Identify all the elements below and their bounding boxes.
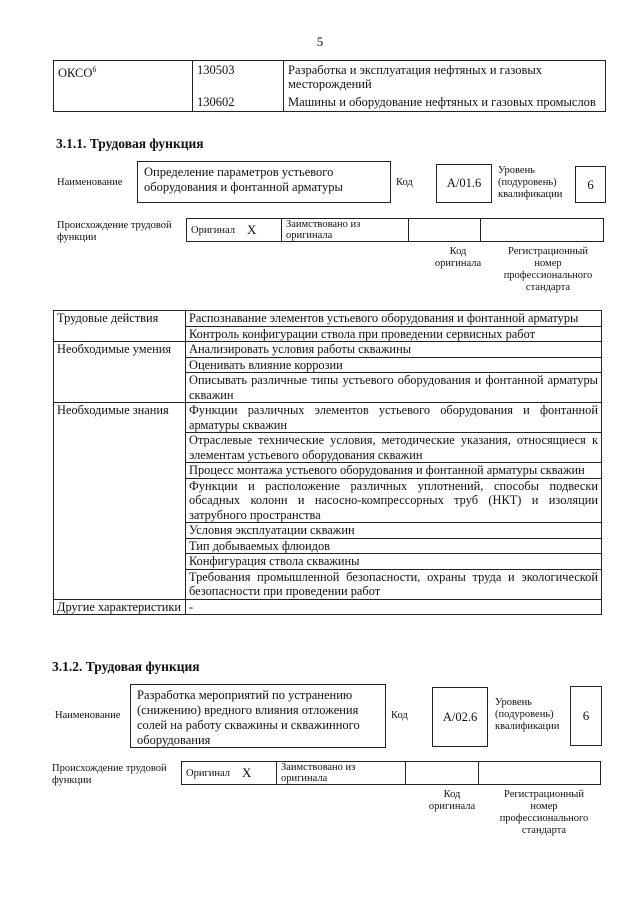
original-mark: X: [243, 219, 282, 242]
code-value: A/01.6: [446, 176, 482, 190]
okso-table: [53, 60, 606, 112]
origin-label: Происхождение трудовой функции: [52, 763, 167, 786]
code-label: Код: [396, 177, 413, 188]
knowledge-item: Требования промышленной безопасности, охраны труда и экологической безопасности при проведении работ: [186, 569, 602, 599]
origin-label: Происхождение трудовой функции: [57, 220, 172, 243]
knowledge-label: Необходимые знания: [54, 403, 186, 600]
level-label: Уровень (подуровень) квалификации: [498, 165, 563, 200]
borrowed-label: Заимствовано из оригинала: [282, 219, 409, 242]
function-name: Определение параметров устьевого оборудования и фонтанной арматуры: [144, 165, 343, 194]
actions-label: Трудовые действия: [54, 311, 186, 342]
function-name-box: [130, 684, 386, 748]
okso-code: 130602: [193, 93, 284, 112]
code-value: A/02.6: [442, 710, 478, 724]
okso-label: ОКСО$^6$: [54, 61, 193, 112]
code-original-cell: [409, 219, 481, 242]
okso-name: Разработка и эксплуатация нефтяных и газовых месторождений: [284, 61, 606, 94]
okso-name: Машины и оборудование нефтяных и газовых промыслов: [284, 93, 606, 112]
reg-number-cell: [481, 219, 604, 242]
knowledge-item: Конфигурация ствола скважины: [186, 554, 602, 570]
original-mark: X: [238, 762, 277, 785]
knowledge-item: Условия эксплуатации скважин: [186, 523, 602, 539]
section-title: 3.1.1. Трудовая функция: [56, 136, 204, 151]
page-number: 5: [316, 34, 324, 49]
knowledge-item: Функции и расположение различных уплотнений, способы подвески обсадных колонн и насосно-компрессорных труб (НКТ) и изоляции затрубного пространства: [186, 478, 602, 523]
level-box: [570, 686, 602, 746]
code-original-caption: Код оригинала: [428, 789, 476, 812]
action-item: Распознавание элементов устьевого оборудования и фонтанной арматуры: [186, 311, 602, 327]
reg-number-cell: [479, 762, 601, 785]
original-label: Оригинал: [187, 219, 244, 242]
function-name-box: [137, 161, 391, 203]
skill-item: Анализировать условия работы скважины: [186, 342, 602, 358]
name-label: Наименование: [57, 177, 123, 188]
function-table: [53, 310, 602, 615]
okso-code: 130503: [193, 61, 284, 94]
name-label: Наименование: [55, 710, 121, 721]
other-value: -: [186, 599, 602, 615]
level-value: 6: [587, 177, 594, 192]
reg-number-caption: Регистрационный номер профессионального стандарта: [499, 789, 589, 836]
borrowed-label: Заимствовано из оригинала: [277, 762, 406, 785]
knowledge-item: Отраслевые технические условия, методические указания, относящиеся к элементам устьевого оборудования скважин: [186, 433, 602, 463]
skill-item: Описывать различные типы устьевого оборудования и фонтанной арматуры скважин: [186, 373, 602, 403]
code-box: [436, 164, 492, 203]
level-label: Уровень (подуровень) квалификации: [495, 697, 560, 732]
level-value: 6: [582, 708, 590, 723]
origin-table: [186, 218, 604, 242]
code-label: Код: [391, 710, 408, 721]
original-label: Оригинал: [182, 762, 239, 785]
code-original-caption: Код оригинала: [434, 246, 482, 269]
knowledge-item: Процесс монтажа устьевого оборудования и фонтанной арматуры скважин: [186, 463, 602, 479]
code-box: [432, 687, 488, 747]
reg-number-caption: Регистрационный номер профессионального стандарта: [503, 246, 593, 293]
knowledge-item: Функции различных элементов устьевого оборудования и фонтанной арматуры скважин: [186, 403, 602, 433]
action-item: Контроль конфигурации ствола при проведении сервисных работ: [186, 326, 602, 342]
skills-label: Необходимые умения: [54, 342, 186, 403]
code-original-cell: [406, 762, 479, 785]
section-title: 3.1.2. Трудовая функция: [52, 659, 200, 674]
knowledge-item: Тип добываемых флюидов: [186, 538, 602, 554]
skill-item: Оценивать влияние коррозии: [186, 357, 602, 373]
other-label: Другие характеристики: [54, 599, 186, 615]
origin-table: [181, 761, 601, 785]
function-name: Разработка мероприятий по устранению (снижению) вредного влияния отложения солей на работу скважины и скважинного оборудования: [137, 688, 360, 747]
level-box: [575, 166, 606, 203]
